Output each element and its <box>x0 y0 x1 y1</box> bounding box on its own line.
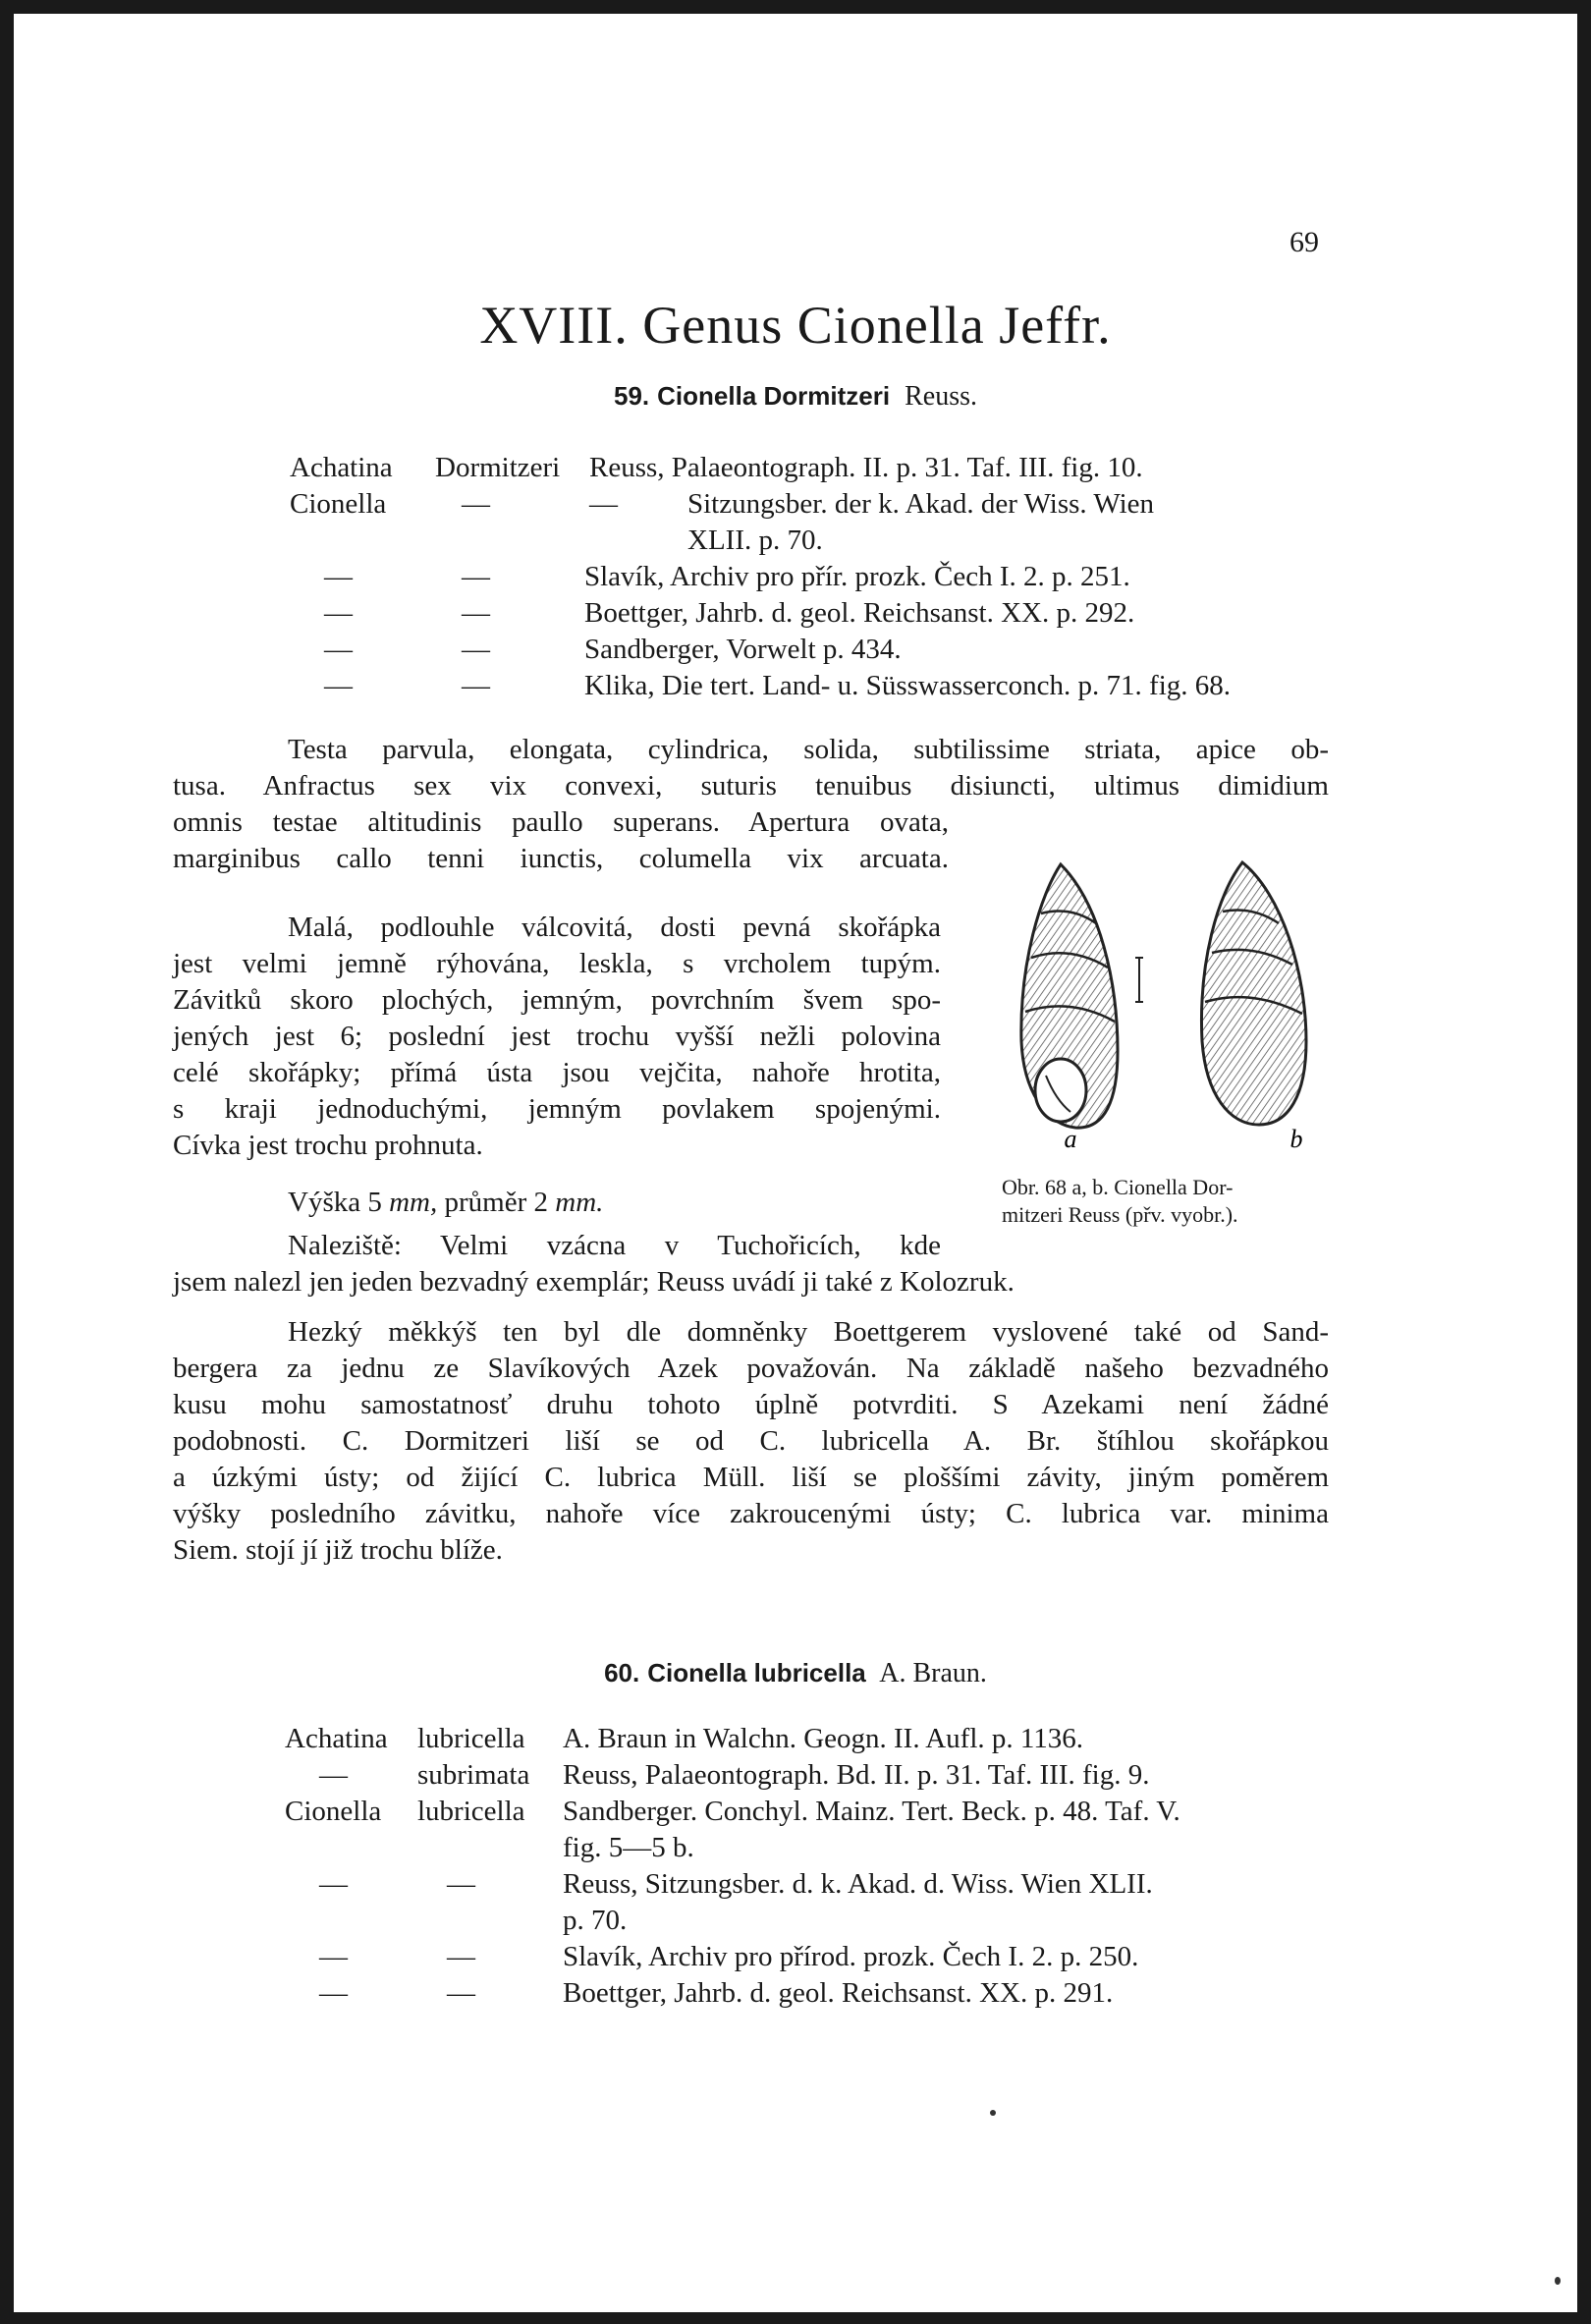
size-unit: mm, <box>389 1187 438 1218</box>
syn-genus: — <box>319 1941 348 1972</box>
figure-caption <box>1002 1174 1336 1229</box>
syn-genus: Achatina <box>285 1723 388 1754</box>
figure-label-a: a <box>1064 1125 1077 1149</box>
syn-species: — <box>462 561 490 592</box>
syn-genus: Achatina <box>290 452 393 483</box>
syn-species: subrimata <box>417 1759 530 1791</box>
species-59-name: Cionella Dormitzeri <box>657 381 891 411</box>
page-number: 69 <box>1289 226 1319 258</box>
czech-line: Malá, podlouhle válcovitá, dosti pevná skořápka <box>288 912 941 943</box>
caption-line: mitzeri Reuss (přv. vyobr.). <box>1002 1202 1238 1227</box>
syn-ref: Sandberger. Conchyl. Mainz. Tert. Beck. p. 48. Taf. V. <box>563 1796 1180 1827</box>
syn-genus: — <box>324 670 353 701</box>
size-label: Výška 5 <box>288 1187 382 1218</box>
species-59-heading <box>0 381 1591 413</box>
syn-ref: Sandberger, Vorwelt p. 434. <box>584 634 902 665</box>
syn-ref: Reuss, Palaeontograph. II. p. 31. Taf. III. fig. 10. <box>589 452 1143 483</box>
syn-ref: Boettger, Jahrb. d. geol. Reichsanst. XX. p. 292. <box>584 597 1135 629</box>
syn-ref: fig. 5—5 b. <box>563 1832 694 1863</box>
latin-line: omnis testae altitudinis paullo superans. Apertura ovata, <box>173 806 949 838</box>
species-59-author: Reuss. <box>905 381 977 412</box>
latin-line: Testa parvula, elongata, cylindrica, solida, subtilissime striata, apice ob- <box>288 734 1329 765</box>
syn-ref: Sitzungsber. der k. Akad. der Wiss. Wien <box>687 488 1155 520</box>
caption-line: Obr. 68 a, b. Cionella Dor- <box>1002 1175 1234 1199</box>
species-59-number: 59. <box>614 381 650 411</box>
czech-line: jených jest 6; poslední jest trochu vyšší nežli polovina <box>173 1021 941 1052</box>
chapter-title: XVIII. Genus Cionella Jeffr. <box>479 296 1112 355</box>
species-60-name: Cionella lubricella <box>647 1658 866 1688</box>
syn-ref: Klika, Die tert. Land- u. Süsswasserconch. p. 71. fig. 68. <box>584 670 1232 701</box>
species-60-author: A. Braun. <box>879 1658 987 1688</box>
czech-line: celé skořápky; přímá ústa jsou vejčita, nahoře hrotita, <box>173 1057 941 1088</box>
figure-label-b: b <box>1289 1125 1303 1149</box>
syn-ref: XLII. p. 70. <box>687 525 823 556</box>
species-60-number: 60. <box>604 1658 640 1688</box>
syn-genus: — <box>324 597 353 629</box>
shell-a-drawing <box>1021 864 1118 1128</box>
syn-ref: A. Braun in Walchn. Geogn. II. Aufl. p. 1136. <box>563 1723 1084 1754</box>
czech-line: Závitků skoro plochých, jemným, povrchním švem spo- <box>173 984 941 1016</box>
remark-line: Siem. stojí jí již trochu blíže. <box>173 1534 503 1566</box>
printer-dot <box>990 2110 996 2116</box>
syn-species: — <box>447 1977 475 2009</box>
syn-author: — <box>589 488 618 520</box>
syn-genus: Cionella <box>285 1796 382 1827</box>
syn-ref: p. 70. <box>563 1905 628 1936</box>
syn-genus: — <box>324 561 353 592</box>
syn-species: lubricella <box>417 1723 525 1754</box>
syn-ref: Slavík, Archiv pro přírod. prozk. Čech I. 2. p. 250. <box>563 1941 1139 1972</box>
locality-line: jsem nalezl jen jeden bezvadný exemplár; Reuss uvádí ji také z Kolozruk. <box>173 1266 1015 1298</box>
syn-ref: Reuss, Sitzungsber. d. k. Akad. d. Wiss. Wien XLII. <box>563 1868 1153 1900</box>
syn-species: — <box>447 1868 475 1900</box>
syn-species: — <box>462 634 490 665</box>
syn-species: — <box>462 597 490 629</box>
size-unit: mm. <box>555 1187 604 1218</box>
size-diameter: průměr 2 <box>444 1187 548 1218</box>
remark-line: bergera za jednu ze Slavíkových Azek považován. Na základě našeho bezvadného <box>173 1353 1329 1384</box>
remark-line: kusu mohu samostatnosť druhu tohoto úplně potvrditi. S Azekami není žádné <box>173 1389 1329 1420</box>
syn-species: — <box>462 670 490 701</box>
locality-line: Naleziště: Velmi vzácna v Tuchořicích, kde <box>288 1230 941 1261</box>
syn-species: Dormitzeri <box>435 452 561 483</box>
syn-ref: Reuss, Palaeontograph. Bd. II. p. 31. Taf. III. fig. 9. <box>563 1759 1150 1791</box>
syn-genus: Cionella <box>290 488 387 520</box>
remark-line: Hezký měkkýš ten byl dle domněnky Boettgerem vyslovené také od Sand- <box>288 1316 1329 1348</box>
latin-line: marginibus callo tenni iunctis, columella vix arcuata. <box>173 843 949 874</box>
syn-ref: Slavík, Archiv pro přír. prozk. Čech I. 2. p. 251. <box>584 561 1130 592</box>
czech-line: jest velmi jemně rýhována, leskla, s vrcholem tupým. <box>173 948 941 979</box>
remark-line: a úzkými ústy; od žijící C. lubrica Müll. liší se ploššími závity, jiným poměrem <box>173 1462 1329 1493</box>
scan-border-top <box>0 0 1591 14</box>
corner-dot <box>1555 2277 1561 2285</box>
scan-border-bottom <box>0 2312 1591 2324</box>
remark-line: výšky posledního závitku, nahoře více zakroucenými ústy; C. lubrica var. minima <box>173 1498 1329 1529</box>
syn-species: — <box>462 488 490 520</box>
syn-genus: — <box>319 1868 348 1900</box>
size-line <box>288 1185 603 1221</box>
species-60-heading <box>0 1658 1591 1689</box>
syn-ref: Boettger, Jahrb. d. geol. Reichsanst. XX. p. 291. <box>563 1977 1114 2009</box>
syn-genus: — <box>319 1759 348 1791</box>
latin-line: tusa. Anfractus sex vix convexi, suturis tenuibus disiuncti, ultimus dimidium <box>173 770 1329 802</box>
remark-line: podobnosti. C. Dormitzeri liší se od C. lubricella A. Br. štíhlou skořápkou <box>173 1425 1329 1457</box>
syn-species: lubricella <box>417 1796 525 1827</box>
czech-line: s kraji jednoduchými, jemným povlakem spojenými. <box>173 1093 941 1125</box>
shell-figure <box>1002 855 1336 1149</box>
czech-line: Cívka jest trochu prohnuta. <box>173 1130 483 1161</box>
syn-genus: — <box>319 1977 348 2009</box>
shell-b-drawing <box>1201 862 1306 1125</box>
syn-genus: — <box>324 634 353 665</box>
syn-species: — <box>447 1941 475 1972</box>
